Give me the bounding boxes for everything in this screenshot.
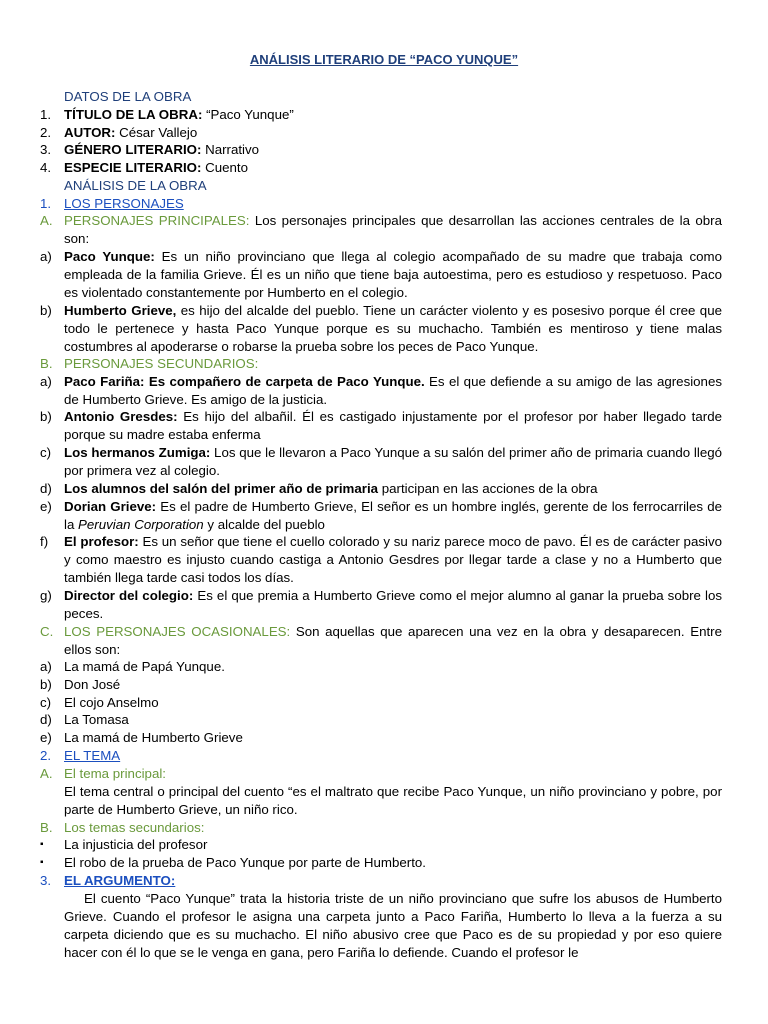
company-name: Peruvian Corporation bbox=[78, 517, 204, 532]
item-mark: b) bbox=[40, 409, 52, 424]
datos-label: AUTOR: bbox=[64, 125, 116, 140]
character-name: Los hermanos Zumiga: bbox=[64, 445, 211, 460]
temas-secundarios-label: Los temas secundarios: bbox=[64, 820, 205, 835]
bullet-icon: ▪ bbox=[40, 839, 44, 850]
datos-value: Cuento bbox=[201, 160, 248, 175]
character-description: Es un señor que tiene el cuello colorado y su nariz parece moco de pavo. Él es de carácter pasivo y como maestro es injusto cuando castiga a Antonio Gesdres por llegar tarde a clase y no a Humberto que también llega tarde casi todos los días. bbox=[64, 534, 722, 585]
character-description: Los que le llevaron a Paco Yunque a su salón del primer año de primaria cuando llegó por primera vez al colegio. bbox=[64, 445, 723, 478]
item-mark: f) bbox=[40, 534, 49, 549]
datos-value: “Paco Yunque” bbox=[202, 107, 294, 122]
datos-number: 4. bbox=[40, 160, 52, 175]
character-name: Humberto Grieve, bbox=[64, 303, 177, 318]
section-personajes-label: LOS PERSONAJES bbox=[64, 196, 184, 211]
character-name: Dorian Grieve: bbox=[64, 499, 157, 514]
principales-text: Los personajes principales que desarrollan las acciones centrales de la obra son: bbox=[64, 213, 722, 246]
datos-label: TÍTULO DE LA OBRA: bbox=[64, 107, 203, 122]
item-mark: b) bbox=[40, 303, 52, 318]
item-mark: c) bbox=[40, 445, 52, 460]
character-name: El profesor: bbox=[64, 534, 139, 549]
analisis-heading: ANÁLISIS DE LA OBRA bbox=[64, 178, 207, 193]
character-description: es hijo del alcalde del pueblo. Tiene un carácter violento y es posesivo porque él cree que todo le pertenece y hasta Paco Yunque porque es su muchacho. También es mentiroso y tiene malas costumbres al apoderarse o robarse la prueba sobre los peces de Paco Yunque. bbox=[64, 303, 722, 354]
character-name: Los alumnos del salón del primer año de primaria bbox=[64, 481, 379, 496]
datos-label: GÉNERO LITERARIO: bbox=[64, 142, 202, 157]
section-number: 1. bbox=[40, 196, 52, 211]
datos-label: ESPECIE LITERARIO: bbox=[64, 160, 202, 175]
character-name: Paco Fariña: Es compañero de carpeta de Paco Yunque. bbox=[64, 374, 425, 389]
item-mark: d) bbox=[40, 712, 52, 727]
argumento-text: El cuento “Paco Yunque” trata la historia triste de un niño provinciano que sufre los abusos de Humberto Grieve. Cuando el profesor le asigna una carpeta junto a Paco Fariña, Humberto lo lleva a la fuerza a su carpeta diciendo que es su muchacho. El niño abusivo cree que Paco es de su propiedad y por eso quiere hacer con él lo que se le venga en gana, pero Fariña lo defiende. Cuando el profesor le bbox=[64, 891, 722, 960]
item-mark: e) bbox=[40, 499, 52, 514]
item-mark: e) bbox=[40, 730, 52, 745]
item-mark: d) bbox=[40, 481, 52, 496]
item-mark: a) bbox=[40, 659, 52, 674]
item-mark: a) bbox=[40, 249, 52, 264]
ocasionales-text: Son aquellas que aparecen una vez en la obra y desaparecen. Entre ellos son: bbox=[64, 624, 722, 657]
item-mark: b) bbox=[40, 677, 52, 692]
character-description: Es un niño provinciano que llega al colegio acompañado de su madre que trabaja como empleada de la familia Grieve. Él es un niño que tiene baja autoestima, pero es estudioso y respetuoso. Paco es violentado constantemente por Humberto en el colegio. bbox=[64, 249, 722, 300]
secundarios-mark: B. bbox=[40, 356, 53, 371]
datos-value: Narrativo bbox=[201, 142, 260, 157]
occasional-character: Don José bbox=[64, 677, 121, 692]
principales-mark: A. bbox=[40, 213, 53, 228]
occasional-character: El cojo Anselmo bbox=[64, 695, 159, 710]
datos-number: 3. bbox=[40, 142, 52, 157]
bullet-icon: ▪ bbox=[40, 857, 44, 868]
section-argumento-label: EL ARGUMENTO: bbox=[64, 873, 176, 888]
character-description: Es hijo del albañil. Él es castigado injustamente por el profesor por haber llegado tarde porque su madre estaba enferma bbox=[64, 409, 722, 442]
datos-heading: DATOS DE LA OBRA bbox=[64, 89, 192, 104]
item-mark: c) bbox=[40, 695, 52, 710]
character-description: Es el que premia a Humberto Grieve como el mejor alumno al ganar la prueba sobre los peces. bbox=[64, 588, 722, 621]
item-mark: a) bbox=[40, 374, 52, 389]
secundarios-label: PERSONAJES SECUNDARIOS: bbox=[64, 356, 259, 371]
character-description-tail: y alcalde del pueblo bbox=[203, 517, 325, 532]
character-name: Paco Yunque: bbox=[64, 249, 155, 264]
temas-secundarios-mark: B. bbox=[40, 820, 53, 835]
occasional-character: La mamá de Humberto Grieve bbox=[64, 730, 243, 745]
section-number: 3. bbox=[40, 873, 52, 888]
character-description: Es el que defiende a su amigo de las agresiones de Humberto Grieve. Es amigo de la justicia. bbox=[64, 374, 723, 407]
character-description: Es el padre de Humberto Grieve, El señor es un hombre inglés, gerente de los ferrocarriles de la bbox=[64, 499, 723, 532]
secondary-theme: La injusticia del profesor bbox=[64, 837, 208, 852]
tema-principal-text: El tema central o principal del cuento “es el maltrato que recibe Paco Yunque, un niño provinciano y pobre, por parte de Humberto Grieve, un niño rico. bbox=[64, 784, 722, 817]
tema-principal-label: El tema principal: bbox=[64, 766, 166, 781]
datos-number: 1. bbox=[40, 107, 52, 122]
occasional-character: La Tomasa bbox=[64, 712, 129, 727]
tema-principal-mark: A. bbox=[40, 766, 53, 781]
datos-value: César Vallejo bbox=[115, 125, 198, 140]
principales-label: PERSONAJES PRINCIPALES: bbox=[64, 213, 250, 228]
section-number: 2. bbox=[40, 748, 52, 763]
secondary-theme: El robo de la prueba de Paco Yunque por parte de Humberto. bbox=[64, 855, 426, 870]
character-name: Director del colegio: bbox=[64, 588, 194, 603]
occasional-character: La mamá de Papá Yunque. bbox=[64, 659, 225, 674]
section-tema-label: EL TEMA bbox=[64, 748, 121, 763]
character-description: participan en las acciones de la obra bbox=[378, 481, 598, 496]
ocasionales-mark: C. bbox=[40, 624, 54, 639]
character-name: Antonio Gresdes: bbox=[64, 409, 178, 424]
item-mark: g) bbox=[40, 588, 52, 603]
datos-number: 2. bbox=[40, 125, 52, 140]
document-title: ANÁLISIS LITERARIO DE “PACO YUNQUE” bbox=[249, 52, 519, 67]
ocasionales-label: LOS PERSONAJES OCASIONALES: bbox=[64, 624, 291, 639]
